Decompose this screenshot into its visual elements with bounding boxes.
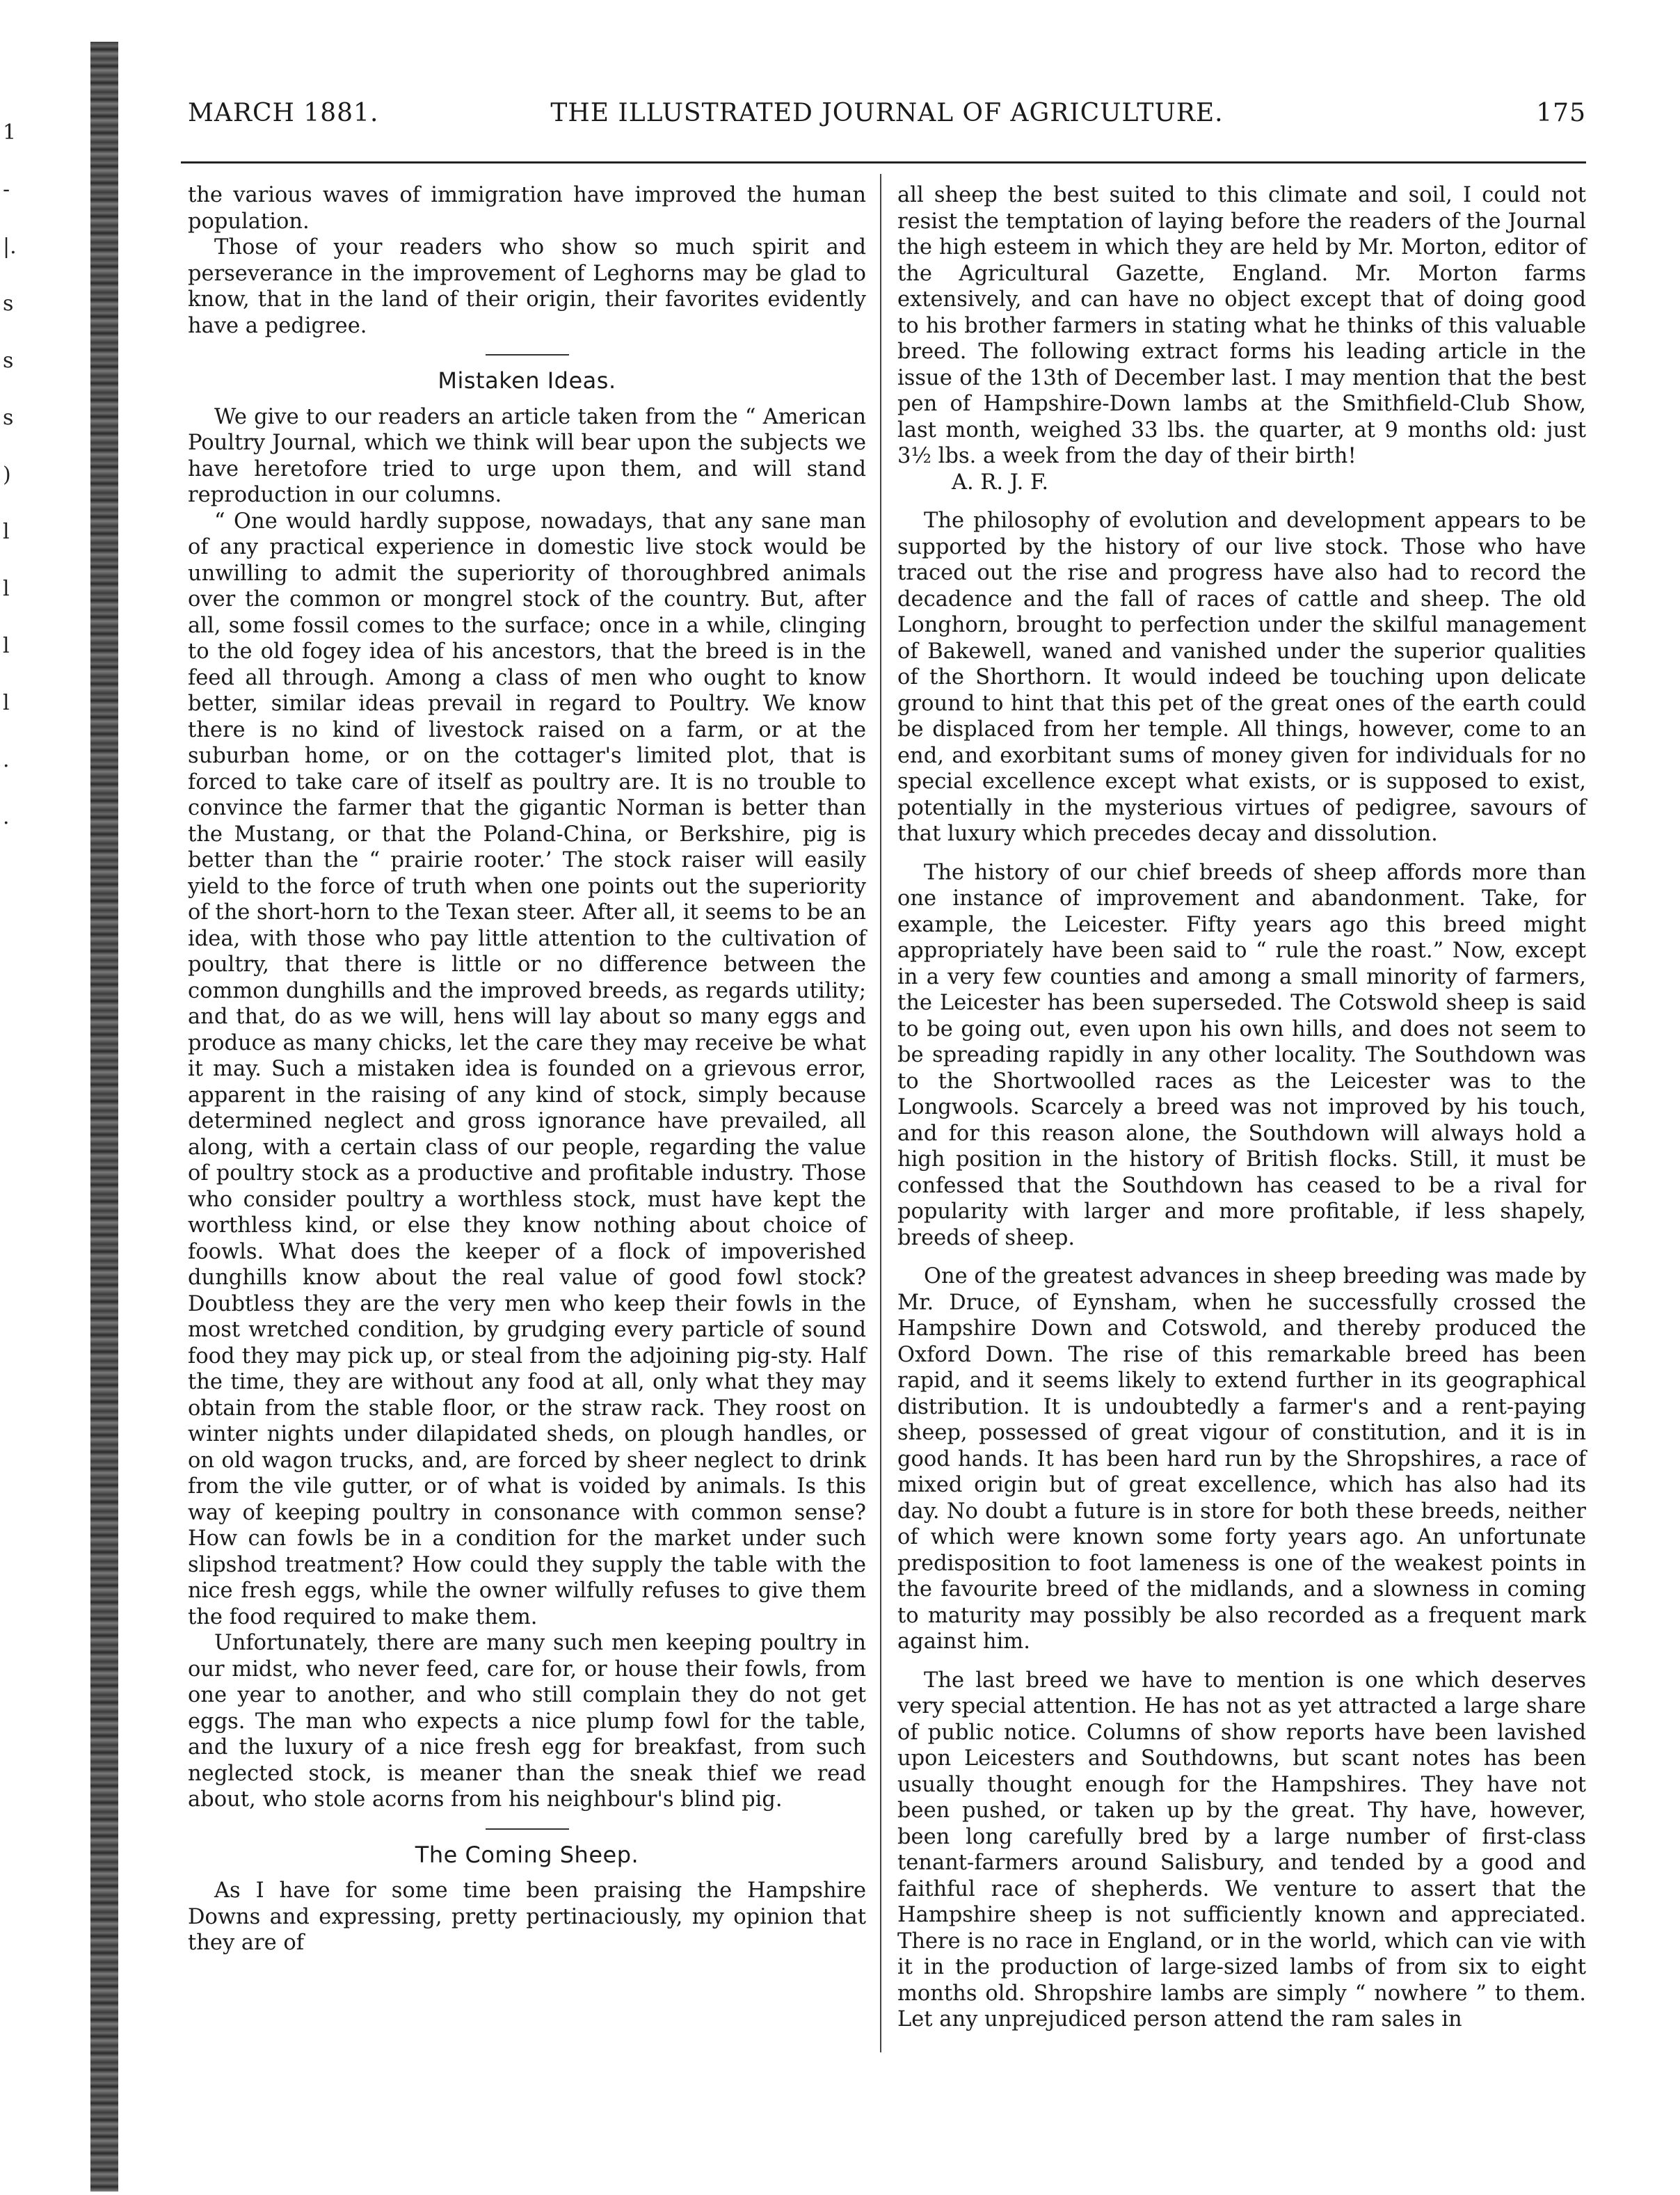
paragraph: The philosophy of evolution and development appears to be supported by the history of our live stock. Those who have traced out the rise and progress have also had to record the decadence and the fall of races of cattle and sheep. The old Longhorn, brought to perfection under the skilful management of Bakewell, waned and vanished under the superior qualities of the Shorthorn. It would indeed be touching upon delicate ground to hint that this pet of the great ones of the earth could be displaced from her temple. All things, however, come to an end, and exorbitant sums of money given for individuals for no special excellence except what exists, or is supposed to exist, potentially in the mysterious virtues of pedigree, savours of that luxury which precedes decay and dissolution. bbox=[897, 509, 1586, 846]
section-title: Mistaken Ideas. bbox=[438, 367, 616, 394]
margin-mark: s bbox=[3, 406, 14, 430]
margin-mark: |. bbox=[3, 234, 17, 259]
left-column bbox=[188, 182, 866, 1956]
paragraph: The history of our chief breeds of sheep affords more than one instance of improvement and abandonment. Take, for example, the Leicester. Fifty years ago this breed might appropriately have been said to “ rule the roast.” Now, except in a very few counties and among a small minority of farmers, the Leicester has been superseded. The Cotswold sheep is said to be going out, even upon his own hills, and does not seem to be spreading rapidly in any other locality. The Southdown was to the Shortwoolled races as the Leicester was to the Longwools. Scarcely a breed was not improved by his touch, and for this reason alone, the Southdown will always hold a high position in the history of British flocks. Still, it must be confessed that the Southdown has ceased to be a rival for popularity with larger and more profitable, if less shapely, breeds of sheep. bbox=[897, 860, 1586, 1250]
margin-mark: . bbox=[3, 748, 10, 772]
paragraph: “ One would hardly suppose, nowadays, that any sane man of any practical experience in domestic live stock would be unwilling to admit the superiority of thoroughbred animals over the common or mongrel stock of the country. But, after all, some fossil comes to the surface; once in a while, clinging to the old fogey idea of his ancestors, that the breed is in the feed all through. Among a class of men who ought to know better, similar ideas prevail in regard to Poultry. We know there is no kind of livestock raised on a farm, or at the suburban home, or on the cottager's limited plot, that is forced to take care of itself as poultry are. It is no trouble to convince the farmer that the gigantic Norman is better than the Mustang, or that the Poland-China, or Berkshire, pig is better than the “ prairie rooter.’ The stock raiser will easily yield to the force of truth when one points out the superiority of the short-horn to the Texan steer. After all, it seems to be an idea, with those who pay little attention to the cultivation of poultry, that there is little or no difference between the common dunghills and the improved breeds, as regards utility; and that, do as we will, hens will lay about so many eggs and produce as many chicks, let the care they may receive be what it may. Such a mistaken idea is founded on a grievous error, apparent in the raising of any kind of stock, simply because determined neglect and gross ignorance have prevailed, all along, with a certain class of our people, regarding the value of poultry stock as a productive and profitable industry. Those who consider poultry a worthless stock, must have kept the worthless kind, or else they know nothing about choice of foowls. What does the keeper of a flock of impoverished dunghills know about the real value of good fowl stock? Doubtless they are the very men who keep their fowls in the most wretched condition, by grudging every particle of sound food they may pick up, or steal from the adjoining pig-sty. Half the time, they are without any food at all, only what they may obtain from the stable floor, or the straw rack. They roost on winter nights under dilapidated sheds, on plough handles, or on old wagon trucks, and, are forced by sheer neglect to drink from the vile gutter, or of what is voided by animals. Is this way of keeping poultry in consonance with common sense? How can fowls be in a condition for the market under such slipshod treatment? How could they supply the table with the nice fresh eggs, while the owner wilfully refuses to give them the food required to make them. bbox=[188, 509, 866, 1629]
signature bbox=[897, 470, 1586, 496]
column-divider bbox=[880, 174, 881, 2052]
margin-mark: l bbox=[3, 520, 10, 544]
margin-mark: s bbox=[3, 292, 14, 316]
header-rule bbox=[181, 161, 1586, 163]
section-divider bbox=[486, 354, 569, 356]
issue-date: MARCH 1881. bbox=[188, 99, 379, 127]
paragraph: the various waves of immigration have improved the human population. bbox=[188, 183, 866, 234]
paragraph: Unfortunately, there are many such men keeping poultry in our midst, who never feed, care for, or house their fowls, from one year to another, and who still complain they do not get eggs. The man who expects a nice plump fowl for the table, and the luxury of a nice fresh egg for breakfast, from such neglected stock, is meaner than the sneak thief we read about, who stole acorns from his neighbour's blind pig. bbox=[188, 1631, 866, 1812]
section-divider bbox=[486, 1828, 569, 1830]
paragraph: As I have for some time been praising the Hampshire Downs and expressing, pretty pertinaciously, my opinion that they are of bbox=[188, 1878, 866, 1955]
page-number: 175 bbox=[1536, 99, 1586, 127]
paragraph: all sheep the best suited to this climate and soil, I could not resist the temptation of laying before the readers of the Journal the high esteem in which they are held by Mr. Morton, editor of the Agricultural Gazette, England. Mr. Morton farms extensively, and can have no object except that of doing good to his brother farmers in stating what he thinks of this valuable breed. The following extract forms his leading article in the issue of the 13th of December last. I may mention that the best pen of Hampshire-Down lambs at the Smithfield-Club Show, last month, weighed 33 lbs. the quarter, at 9 months old: just 3½ lbs. a week from the day of their birth! bbox=[897, 183, 1586, 468]
paragraph: The last breed we have to mention is one which deserves very special attention. He has not as yet attracted a large share of public notice. Columns of show reports have been lavished upon Leicesters and Southdowns, but scant notes has been usually thought enough for the Hampshires. They have not been pushed, or taken up by the great. Thy have, however, been long carefully bred by a large number of first-class tenant-farmers around Salisbury, and tended by a good and faithful race of shepherds. We venture to assert that the Hampshire sheep is not sufficiently known and appreciated. There is no race in England, or in the world, which can vie with it in the production of large-sized lambs of from six to eight months old. Shropshire lambs are simply “ nowhere ” to them. Let any unprejudiced person attend the ram sales in bbox=[897, 1668, 1586, 2032]
margin-mark: l bbox=[3, 691, 10, 715]
margin-mark: . bbox=[3, 805, 10, 829]
paragraph: One of the greatest advances in sheep breeding was made by Mr. Druce, of Eynsham, when he successfully crossed the Hampshire Down and Cotswold, and thereby produced the Oxford Down. The rise of this remarkable breed has been rapid, and it seems likely to extend further in its geographical distribution. It is undoubtedly a farmer's and a rent-paying sheep, possessed of great vigour of constitution, and it is in good hands. It has been hard run by the Shropshires, a race of mixed origin but of great excellence, which has also had its day. No doubt a future is in store for both these breeds, neither of which were known some forty years ago. An unfortunate predisposition to foot lameness is one of the weakest points in the favourite breed of the midlands, and a slowness in coming to maturity may possibly be also recorded as a frequent mark against him. bbox=[897, 1264, 1586, 1654]
margin-mark: l bbox=[3, 577, 10, 601]
journal-title: THE ILLUSTRATED JOURNAL OF AGRICULTURE. bbox=[550, 99, 1224, 127]
binding-strip bbox=[90, 42, 118, 2192]
section-title: The Coming Sheep. bbox=[415, 1841, 639, 1868]
signature-text: A. R. J. F. bbox=[952, 470, 1049, 495]
right-column bbox=[897, 182, 1586, 2033]
margin-mark: s bbox=[3, 349, 14, 373]
paragraph: Those of your readers who show so much spirit and perseverance in the improvement of Leghorns may be glad to know, that in the land of their origin, their favorites evidently have a pedigree. bbox=[188, 235, 866, 338]
page-header bbox=[188, 99, 1586, 141]
paragraph: We give to our readers an article taken from the “ American Poultry Journal, which we think will bear upon the subjects we have heretofore tried to urge upon them, and will stand reproduction in our columns. bbox=[188, 404, 866, 507]
margin-marks bbox=[3, 104, 31, 846]
margin-mark: 1 bbox=[3, 120, 17, 145]
margin-mark: ) bbox=[3, 463, 11, 487]
margin-mark: l bbox=[3, 634, 10, 658]
margin-mark: - bbox=[3, 177, 10, 202]
